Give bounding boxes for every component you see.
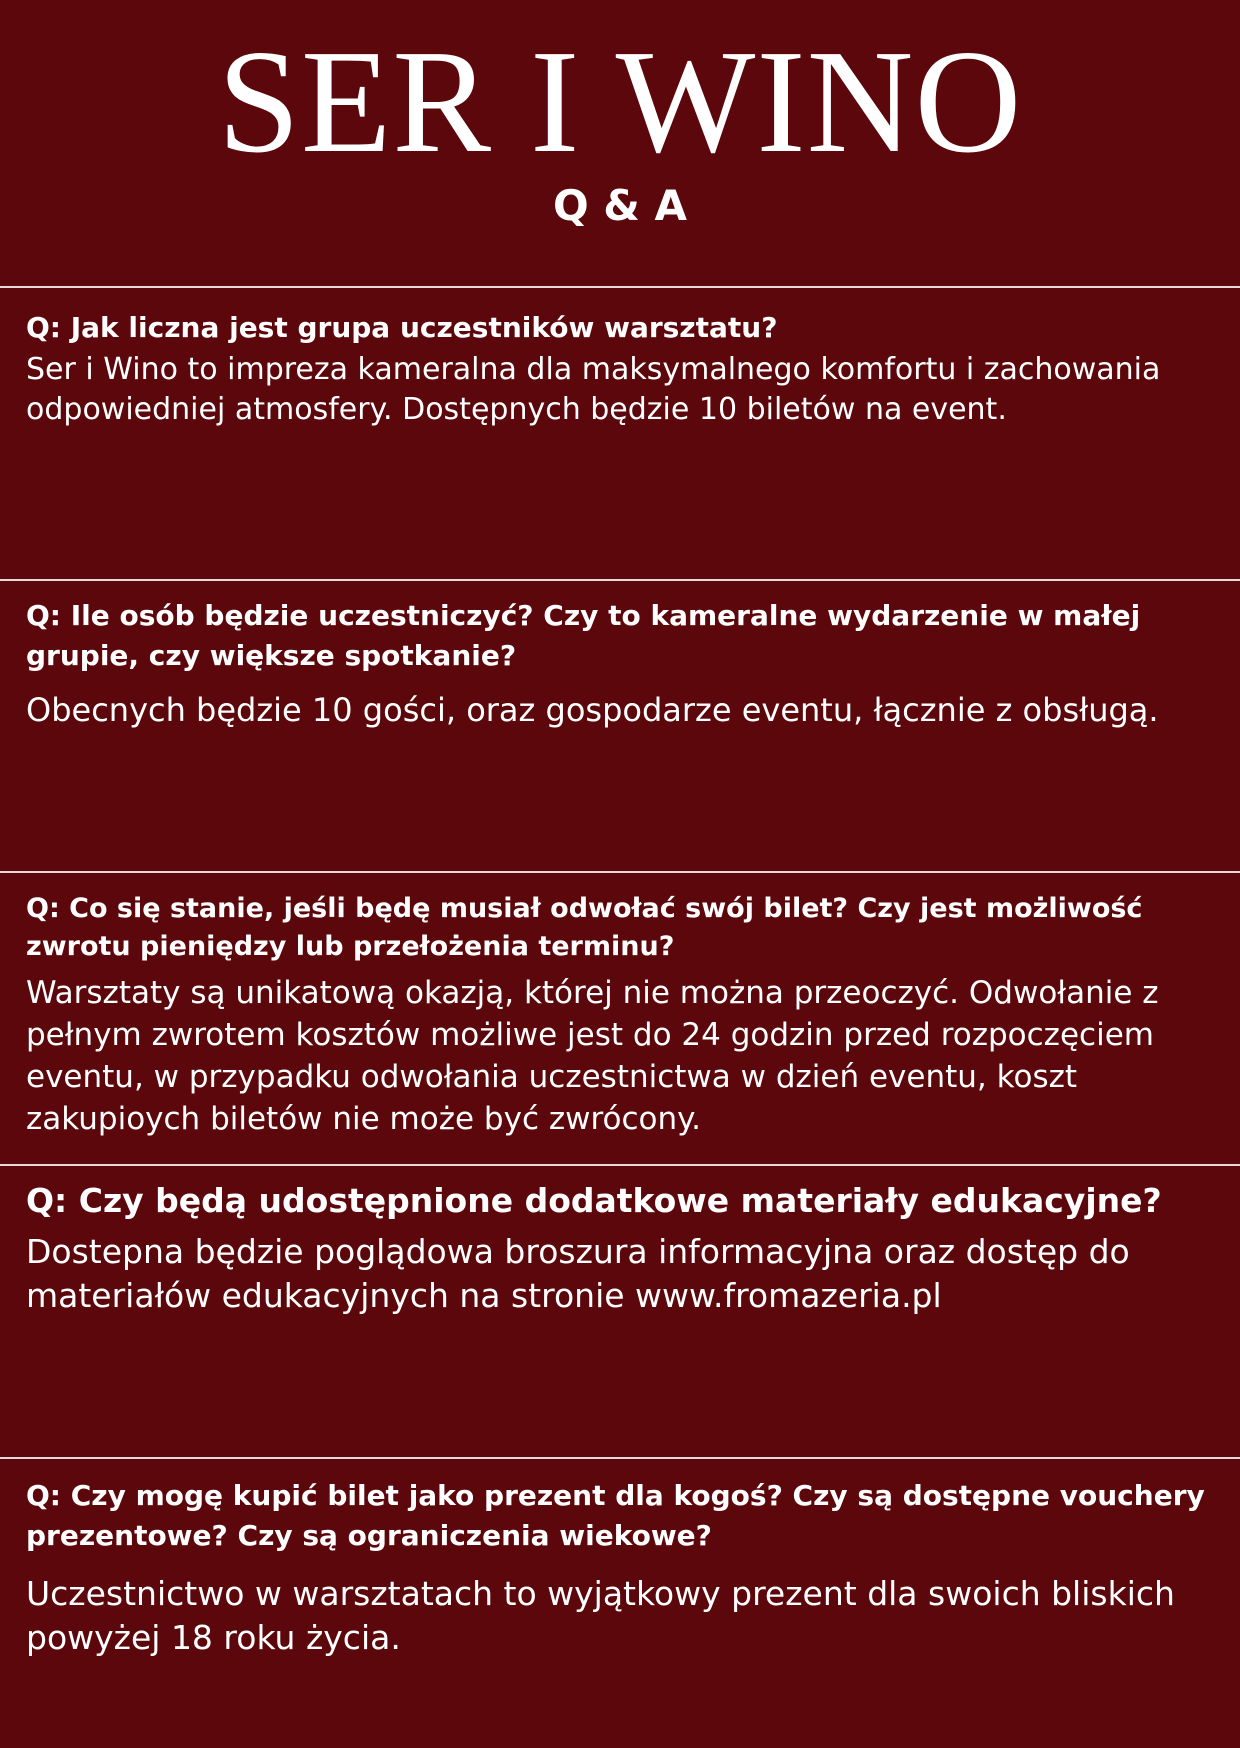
header — [0, 0, 1240, 286]
faq-answer: Dostepna będzie poglądowa broszura informacyjna oraz dostęp do materiałów edukacyjnych na stronie www.fromazeria.pl — [26, 1232, 1130, 1315]
divider — [0, 579, 1240, 581]
faq-answer: Warsztaty są unikatową okazją, której nie można przeoczyć. Odwołanie z pełnym zwrotem kosztów możliwe jest do 24 godzin przed rozpoczęciem eventu, w przypadku odwołania uczestnictwa w dzień eventu, koszt zakupioych biletów nie może być zwrócony. — [26, 975, 1159, 1137]
faq-question: Q: Czy mogę kupić bilet jako prezent dla kogoś? Czy są dostępne vouchery prezentowe? Czy są ograniczenia wiekowe? — [26, 1479, 1205, 1552]
divider — [0, 286, 1240, 288]
divider — [0, 871, 1240, 873]
faq-item — [26, 308, 1226, 430]
faq-item — [26, 1476, 1226, 1660]
page-title: SER I WINO — [217, 20, 1023, 184]
faq-answer: Uczestnictwo w warsztatach to wyjątkowy prezent dla swoich bliskich powyżej 18 roku życia. — [26, 1574, 1175, 1657]
faq-question: Q: Jak liczna jest grupa uczestników warsztatu? — [26, 311, 778, 344]
faq-answer: Ser i Wino to impreza kameralna dla maksymalnego komfortu i zachowania odpowiedniej atmosfery. Dostępnych będzie 10 biletów na event. — [26, 352, 1161, 427]
faq-answer: Obecnych będzie 10 gości, oraz gospodarze eventu, łącznie z obsługą. — [26, 691, 1159, 729]
faq-item — [26, 1178, 1226, 1318]
divider — [0, 1164, 1240, 1166]
page-subtitle: Q & A — [552, 181, 688, 230]
divider — [0, 1457, 1240, 1459]
faq-question: Q: Ile osób będzie uczestniczyć? Czy to kameralne wydarzenie w małej grupie, czy większe spotkanie? — [26, 599, 1141, 672]
faq-item — [26, 596, 1226, 732]
faq-item — [26, 890, 1226, 1140]
faq-question: Q: Czy będą udostępnione dodatkowe materiały edukacyjne? — [26, 1181, 1162, 1220]
faq-question: Q: Co się stanie, jeśli będę musiał odwołać swój bilet? Czy jest możliwość zwrotu pieniędzy lub przełożenia terminu? — [26, 893, 1143, 962]
